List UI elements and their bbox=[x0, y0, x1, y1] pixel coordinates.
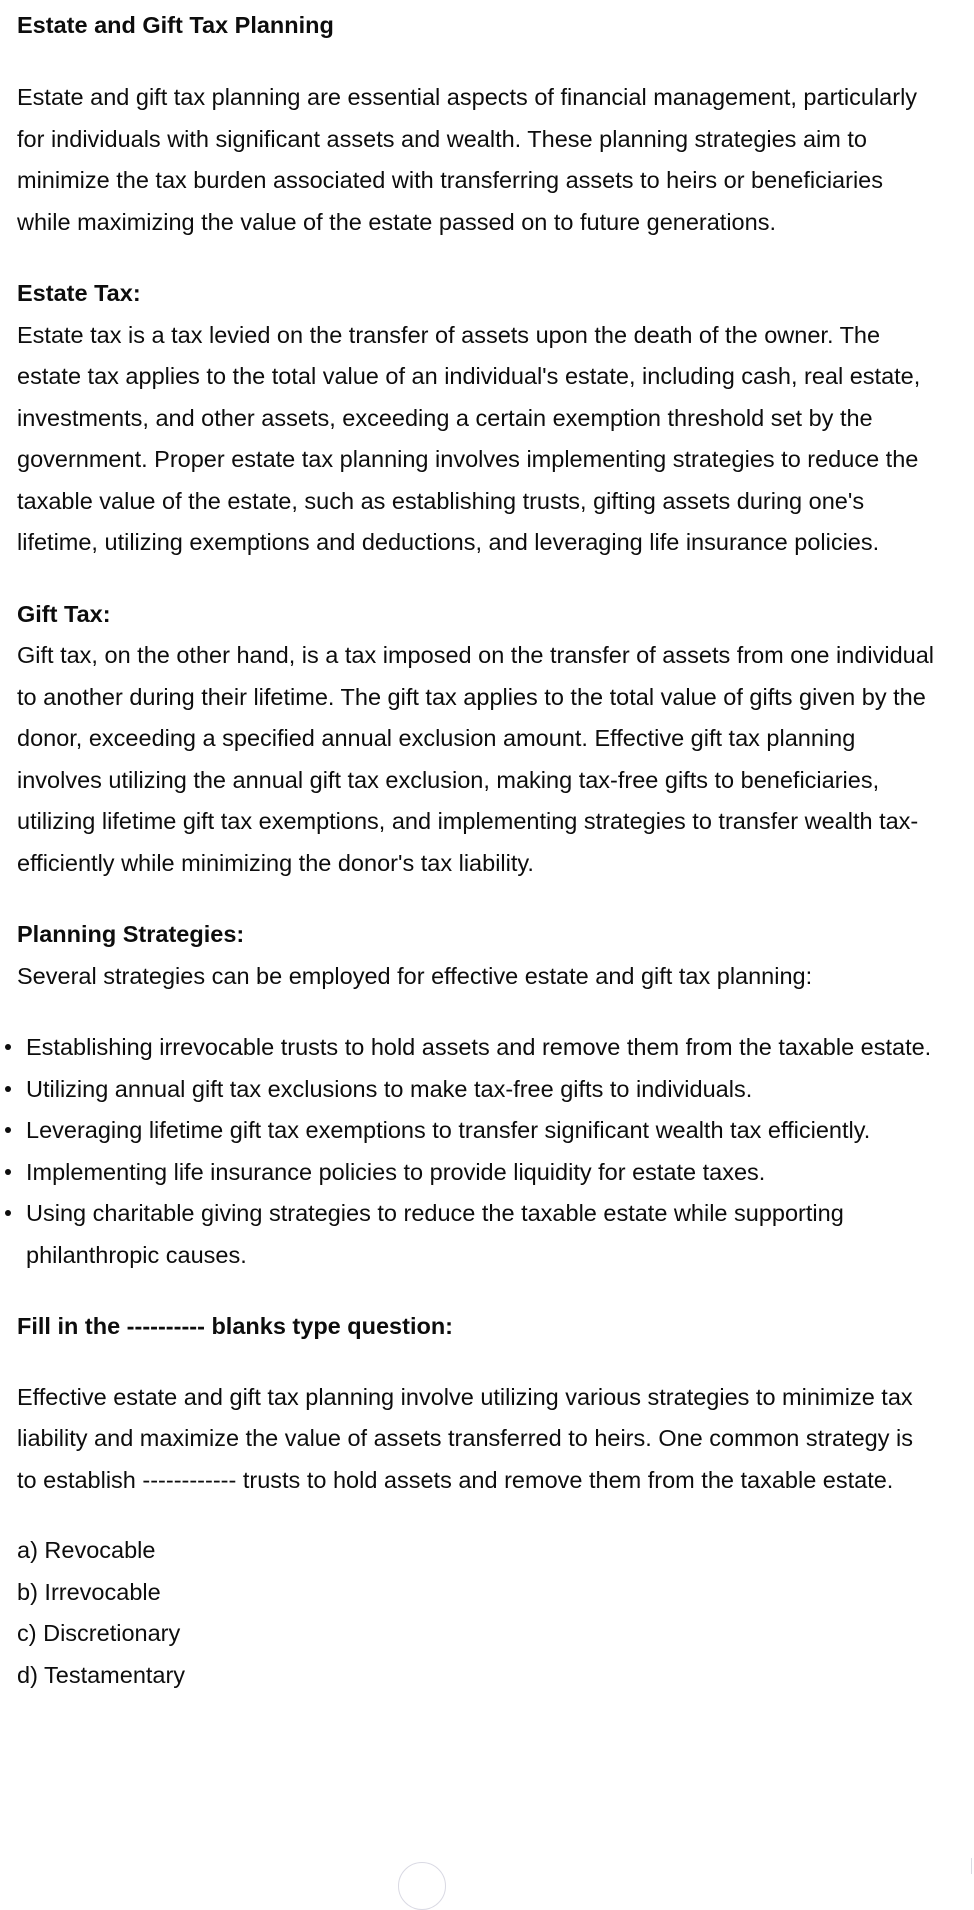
list-item bbox=[0, 1110, 937, 1152]
scrollbar-edge bbox=[971, 1858, 972, 1874]
bullet-icon bbox=[5, 1169, 11, 1175]
list-item bbox=[0, 1069, 937, 1111]
planning-strategies-heading: Planning Strategies: bbox=[17, 921, 245, 947]
estate-tax-heading: Estate Tax: bbox=[17, 280, 141, 306]
intro-paragraph: Estate and gift tax planning are essential aspects of financial management, particularly for individuals with significant assets and wealth. These planning strategies aim to minimize the tax burden associated with transferring assets to heirs or beneficiaries while maximizing the value of the estate passed on to future generations. bbox=[17, 84, 918, 235]
list-item bbox=[0, 1027, 937, 1069]
list-item-text: Establishing irrevocable trusts to hold assets and remove them from the taxable estate. bbox=[26, 1034, 932, 1060]
gift-tax-heading: Gift Tax: bbox=[17, 600, 111, 627]
planning-strategies-paragraph: Several strategies can be employed for effective estate and gift tax planning: bbox=[17, 962, 813, 989]
strategies-list bbox=[0, 1027, 937, 1276]
list-item-text: Utilizing annual gift tax exclusions to make tax-free gifts to individuals. bbox=[26, 1075, 753, 1102]
answer-option-b: b) Irrevocable bbox=[17, 1578, 161, 1605]
answer-option-c: c) Discretionary bbox=[17, 1620, 181, 1646]
question-text: Effective estate and gift tax planning involve utilizing various strategies to minimize tax liability and maximize the value of assets transferred to heirs. One common strategy is to establish ------------ trusts to hold assets and remove them from the taxable estate. bbox=[17, 1383, 913, 1493]
question-heading: Fill in the ---------- blanks type question: bbox=[17, 1313, 454, 1339]
bullet-icon bbox=[5, 1044, 11, 1050]
answer-option-d: d) Testamentary bbox=[17, 1661, 186, 1688]
list-item-text: Using charitable giving strategies to reduce the taxable estate while supporting philanthropic causes. bbox=[26, 1200, 844, 1268]
list-item bbox=[0, 1193, 937, 1276]
answer-options bbox=[17, 1530, 937, 1696]
answer-option-a: a) Revocable bbox=[17, 1537, 156, 1563]
document-title: Estate and Gift Tax Planning bbox=[17, 12, 334, 38]
bullet-icon bbox=[5, 1210, 11, 1216]
list-item bbox=[0, 1152, 937, 1194]
gift-tax-paragraph: Gift tax, on the other hand, is a tax imposed on the transfer of assets from one individual to another during their lifetime. The gift tax applies to the total value of gifts given by the donor, exceeding a specified annual exclusion amount. Effective gift tax planning involves utilizing the annual gift tax exclusion, making tax-free gifts to beneficiaries, utilizing lifetime gift tax exemptions, and implementing strategies to transfer wealth tax-efficiently while minimizing the donor's tax liability. bbox=[17, 642, 935, 876]
list-item-text: Implementing life insurance policies to provide liquidity for estate taxes. bbox=[26, 1158, 766, 1185]
bullet-icon bbox=[5, 1086, 11, 1092]
estate-tax-paragraph: Estate tax is a tax levied on the transfer of assets upon the death of the owner. The estate tax applies to the total value of an individual's estate, including cash, real estate, investments, and other assets, exceeding a certain exemption threshold set by the government. Proper estate tax planning involves implementing strategies to reduce the taxable value of the estate, such as establishing trusts, gifting assets during one's lifetime, utilizing exemptions and deductions, and leveraging life insurance policies. bbox=[17, 321, 921, 555]
list-item-text: Leveraging lifetime gift tax exemptions to transfer significant wealth tax efficiently. bbox=[26, 1117, 871, 1143]
document-content bbox=[17, 0, 937, 1696]
bullet-icon bbox=[5, 1127, 11, 1133]
scroll-down-button[interactable] bbox=[398, 1862, 446, 1910]
